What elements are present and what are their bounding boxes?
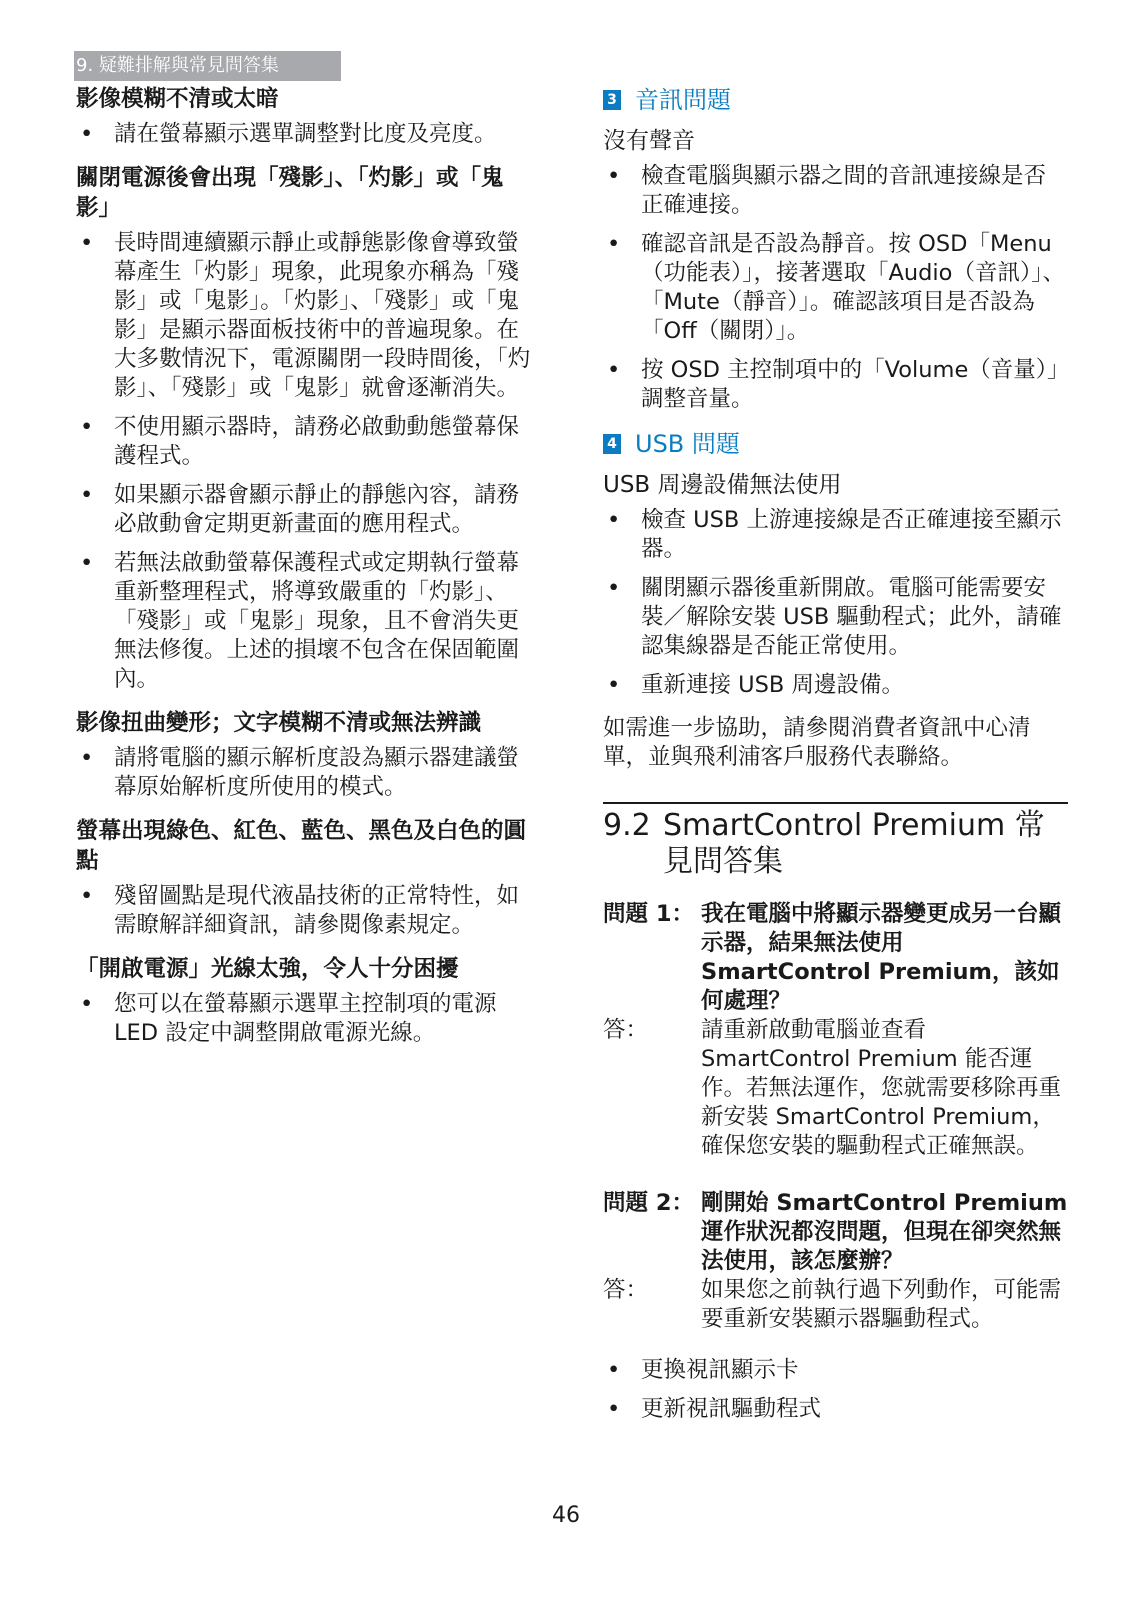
list-item: • 重新連接 USB 周邊設備。	[607, 672, 904, 698]
bullet-icon: •	[80, 745, 94, 771]
list-item: • 您可以在螢幕顯示選單主控制項的電源 LED 設定中調整開啟電源光線。	[80, 991, 497, 1046]
list-item: • 關閉顯示器後重新開啟。電腦可能需要安裝／解除安裝 USB 驅動程式；此外，請確認集線器是否能正常使用。	[607, 575, 1062, 659]
question-label: 問題 1：	[603, 901, 694, 927]
right-column	[603, 84, 1068, 1438]
bullet-icon: •	[80, 414, 94, 440]
list-item: • 如果顯示器會顯示靜止的靜態內容，請務必啟動會定期更新畫面的應用程式。	[80, 482, 520, 537]
bullet-icon: •	[80, 550, 94, 576]
bullet-icon: •	[607, 231, 621, 257]
bullet-icon: •	[80, 991, 94, 1017]
faq-section-heading	[603, 802, 1068, 880]
bullet-icon: •	[607, 507, 621, 533]
section-number-badge: 4	[603, 434, 621, 454]
left-column	[76, 84, 532, 1062]
bullet-icon: •	[80, 482, 94, 508]
question-text: 剛開始 SmartControl Premium 運作狀況都沒問題，但現在卻突然無法使用，該怎麼辦？	[701, 1190, 1068, 1274]
bullet-list-faq	[603, 1356, 1068, 1424]
subheading-usb-devices: USB 周邊設備無法使用	[603, 472, 842, 498]
faq-item-1	[603, 900, 1068, 1161]
bullet-list-audio	[603, 162, 1068, 414]
bullet-icon: •	[607, 357, 621, 383]
page-number: 46	[552, 1503, 580, 1528]
list-item: • 檢查電腦與顯示器之間的音訊連接線是否正確連接。	[607, 163, 1047, 218]
answer-text: 如果您之前執行過下列動作，可能需要重新安裝顯示器驅動程式。	[701, 1277, 1062, 1332]
answer	[603, 1016, 1068, 1161]
bullet-icon: •	[80, 121, 94, 147]
bullet-list-power-light	[76, 990, 532, 1048]
section-usb-heading	[603, 428, 1068, 460]
bullet-icon: •	[607, 672, 621, 698]
question-label: 問題 2：	[603, 1190, 694, 1216]
list-item: • 按 OSD 主控制項中的「Volume（音量）」調整音量。	[607, 357, 1059, 412]
bullet-icon: •	[607, 575, 621, 601]
section-number-badge: 3	[603, 90, 621, 110]
subheading-no-sound: 沒有聲音	[603, 128, 695, 154]
answer-label: 答：	[603, 1277, 649, 1303]
heading-image-burn: 關閉電源後會出現「殘影」、「灼影」或「鬼影」	[76, 165, 504, 221]
list-item: • 請在螢幕顯示選單調整對比度及亮度。	[80, 121, 497, 147]
list-item: • 確認音訊是否設為靜音。按 OSD「Menu（功能表）」，接著選取「Audio（音訊）」、「Mute（靜音）」。確認該項目是否設為「Off（關閉）」。	[607, 231, 1065, 344]
bullet-icon: •	[607, 163, 621, 189]
bullet-list-blurry	[76, 120, 532, 149]
faq-item-2	[603, 1189, 1068, 1334]
bullet-list-image-burn	[76, 229, 532, 694]
question	[603, 900, 1068, 1016]
faq-section-title: SmartControl Premium 常見問答集	[663, 808, 1045, 879]
list-item: • 若無法啟動螢幕保護程式或定期執行螢幕重新整理程式，將導致嚴重的「灼影」、「殘影」或「鬼影」現象，且不會消失更無法修復。上述的損壞不包含在保固範圍內。	[80, 550, 520, 692]
heading-blurry: 影像模糊不清或太暗	[76, 86, 279, 112]
list-item: • 不使用顯示器時，請務必啟動動態螢幕保護程式。	[80, 414, 520, 469]
answer	[603, 1276, 1068, 1334]
bullet-icon: •	[80, 883, 94, 909]
bullet-list-dots	[76, 882, 532, 940]
bullet-icon: •	[80, 230, 94, 256]
section-title: 音訊問題	[635, 86, 731, 114]
section-audio-heading	[603, 84, 1068, 116]
faq-section-number: 9.2	[603, 808, 651, 843]
heading-power-light: 「開啟電源」光線太強，令人十分困擾	[76, 956, 459, 982]
bullet-icon: •	[607, 1396, 621, 1422]
list-item: • 更新視訊驅動程式	[607, 1396, 822, 1422]
bullet-list-usb	[603, 506, 1068, 700]
heading-distortion: 影像扭曲變形；文字模糊不清或無法辨識	[76, 710, 482, 736]
bullet-icon: •	[607, 1357, 621, 1383]
list-item: • 更換視訊顯示卡	[607, 1357, 799, 1383]
question-text: 我在電腦中將顯示器變更成另一台顯示器，結果無法使用 SmartControl Premium，該如何處理？	[701, 901, 1062, 1014]
answer-text: 請重新啟動電腦並查看 SmartControl Premium 能否運作。若無法運作，您就需要移除再重新安裝 SmartControl Premium，確保您安裝的驅動程式正確無誤。	[701, 1017, 1062, 1159]
question	[603, 1189, 1068, 1276]
help-paragraph: 如需進一步協助，請參閱消費者資訊中心清單，並與飛利浦客戶服務代表聯絡。	[603, 715, 1031, 770]
answer-label: 答：	[603, 1017, 649, 1043]
list-item: • 請將電腦的顯示解析度設為顯示器建議螢幕原始解析度所使用的模式。	[80, 745, 520, 800]
list-item: • 檢查 USB 上游連接線是否正確連接至顯示器。	[607, 507, 1062, 562]
bullet-list-distortion	[76, 744, 532, 802]
list-item: • 殘留圖點是現代液晶技術的正常特性，如需瞭解詳細資訊，請參閱像素規定。	[80, 883, 520, 938]
chapter-tab: 9. 疑難排解與常見問答集	[74, 51, 341, 81]
list-item: • 長時間連續顯示靜止或靜態影像會導致螢幕產生「灼影」現象，此現象亦稱為「殘影」或「鬼影」。「灼影」、「殘影」或「鬼影」是顯示器面板技術中的普遍現象。在大多數情況下，電源關閉一段時間後，「灼影」、「殘影」或「鬼影」就會逐漸消失。	[80, 230, 531, 401]
heading-dots: 螢幕出現綠色、紅色、藍色、黑色及白色的圓點	[76, 818, 527, 874]
section-title: USB 問題	[635, 430, 740, 458]
